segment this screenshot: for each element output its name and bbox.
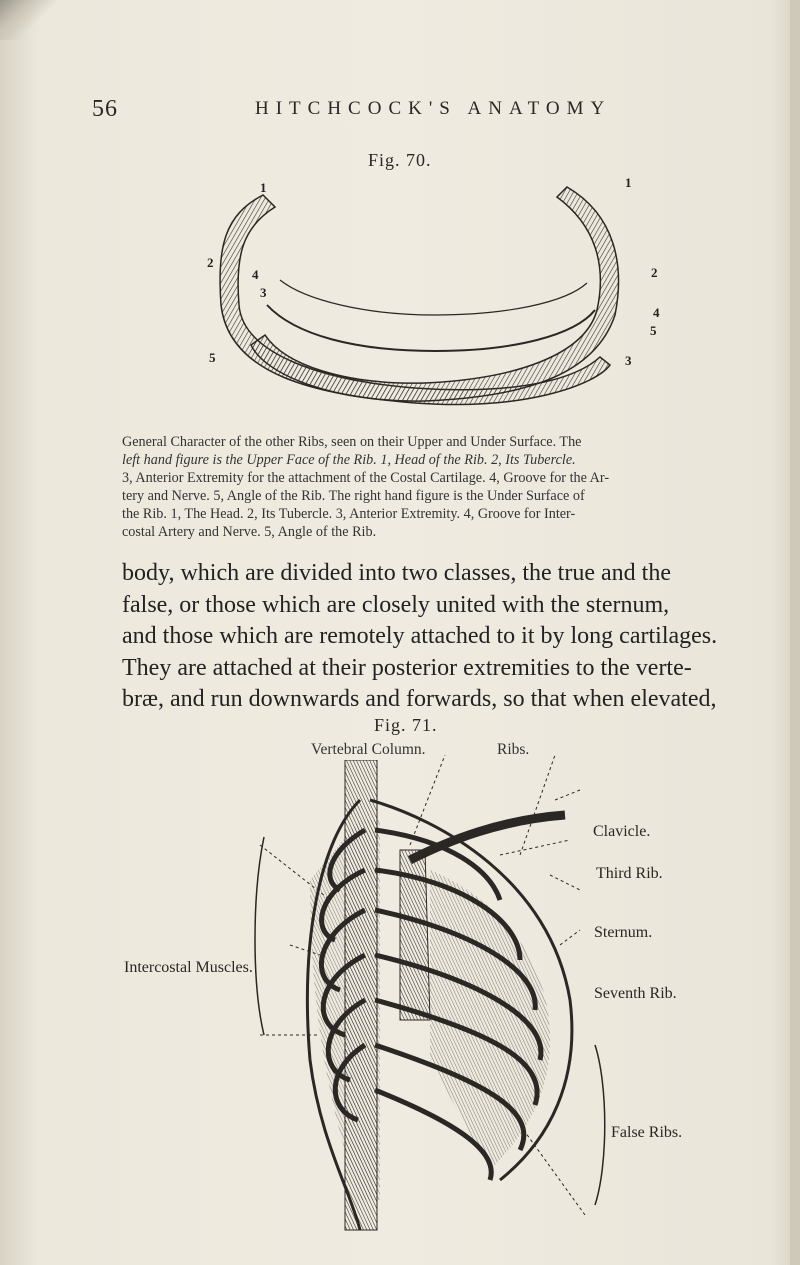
body-paragraph: [122, 558, 772, 716]
caption-line: General Character of the other Ribs, seen on their Upper and Under Surface. The: [122, 434, 582, 450]
rib-groove: [280, 280, 587, 315]
label-sternum: Sternum.: [594, 924, 653, 941]
page-number: 56: [92, 96, 118, 122]
body-line: bræ, and run downwards and forwards, so that when elevated,: [122, 686, 717, 712]
figure-70-caption: [122, 433, 750, 541]
body-line: They are attached at their posterior extremities to the verte-: [122, 654, 692, 681]
fig70-left-number-4: 4: [252, 267, 259, 282]
fig70-right-number-4: 4: [653, 305, 660, 320]
fig70-right-number-2: 2: [651, 265, 658, 280]
label-false-ribs: False Ribs.: [611, 1124, 683, 1141]
body-line: and those which are remotely attached to it by long cartilages.: [122, 623, 718, 649]
rib-inner-edge: [267, 305, 595, 351]
caption-line: tery and Nerve. 5, Angle of the Rib. The right hand figure is the Under Surface of: [122, 488, 585, 504]
figure-70-label: Fig. 70.: [368, 150, 432, 170]
fig70-right-number-3: 3: [625, 353, 632, 368]
fig70-right-number-5: 5: [650, 323, 657, 338]
figure-71-sub-vertebral: Vertebral Column.: [311, 741, 426, 758]
fig70-left-number-1: 1: [260, 180, 267, 195]
caption-line: 3, Anterior Extremity for the attachment of the Costal Cartilage. 4, Groove for the Ar-: [122, 470, 610, 486]
running-head: HITCHCOCK'S ANATOMY: [255, 98, 612, 119]
figure-71-label: Fig. 71.: [374, 715, 438, 735]
body-line: body, which are divided into two classes, the true and the: [122, 560, 671, 586]
page-edge: [790, 0, 800, 1265]
fig70-left-number-3: 3: [260, 285, 267, 300]
body-line: false, or those which are closely united with the sternum,: [122, 591, 670, 618]
label-clavicle: Clavicle.: [593, 823, 651, 840]
false-ribs-bracket: [595, 1045, 605, 1205]
figure-71-leader-lines: [250, 745, 610, 1215]
caption-line: left hand figure is the Upper Face of the Rib. 1, Head of the Rib. 2, Its Tubercle.: [122, 452, 576, 468]
fig70-right-number-1: 1: [625, 175, 632, 190]
fig70-left-number-5: 5: [209, 350, 216, 365]
caption-line: the Rib. 1, The Head. 2, Its Tubercle. 3, Anterior Extremity. 4, Groove for Inter-: [122, 506, 576, 522]
page-corner-shadow: [0, 0, 60, 40]
fig70-left-number-2: 2: [207, 255, 214, 270]
label-third-rib: Third Rib.: [596, 865, 663, 882]
label-seventh-rib: Seventh Rib.: [594, 985, 677, 1002]
caption-line: costal Artery and Nerve. 5, Angle of the Rib.: [122, 524, 377, 540]
figure-71-sub-ribs: Ribs.: [497, 741, 530, 758]
label-intercostal-muscles: Intercostal Muscles.: [124, 959, 253, 976]
intercostal-bracket: [255, 837, 264, 1035]
